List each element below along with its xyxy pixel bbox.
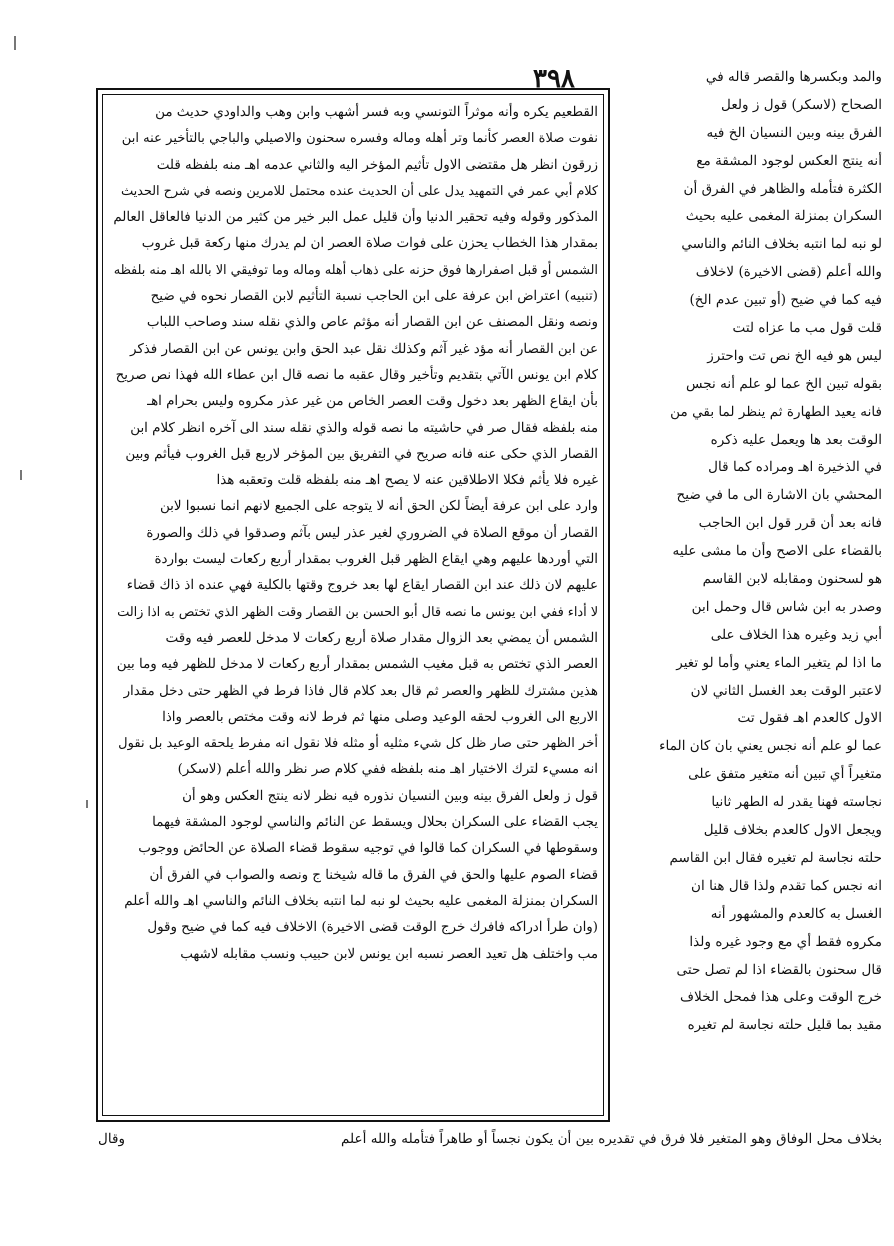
- margin-text-line: أبي زيد وغيره هذا الخلاف على: [710, 626, 882, 643]
- margin-text-line: لاعتبر الوقت بعد الغسل الثاني لان: [690, 682, 882, 699]
- margin-text-line: ليس هو فيه الخ نص تت واحترز: [707, 347, 882, 364]
- main-text-line: لا أداء ففي ابن يونس ما نصه قال أبو الحسن بن القصار وقت الظهر الذي تختص به اذا زالت: [117, 604, 598, 620]
- margin-text-line: السكران بمنزلة المغمى عليه بحيث: [685, 208, 882, 225]
- margin-text-line: وصدر به ابن شاس قال وحمل ابن: [691, 598, 882, 615]
- margin-text-line: الغسل به كالعدم والمشهور أنه: [710, 905, 882, 922]
- main-text-line: انه مسيء لترك الاختيار اهـ منه بلفظه ففي كلام صر نظر والله أعلم (لاسكر): [177, 762, 598, 778]
- margin-text-line: قال سحنون بالقضاء اذا لم تصل حتى: [676, 961, 882, 978]
- main-text-line: بمقدار هذا الخطاب يحزن على فوات صلاة العصر ان لم يدرك منها ركعة قبل غروب: [141, 236, 598, 252]
- main-text-line: (تنبيه) اعتراض ابن عرفة على ابن الحاجب نسبة التأثيم لابن القصار نحوه في ضيح: [150, 289, 598, 305]
- margin-text-line: في الذخيرة اهـ ومراده كما قال: [708, 459, 882, 476]
- margin-text-line: مكروه فقط أي مع وجود غيره ولذا: [689, 933, 882, 950]
- margin-text-line: أنه ينتج العكس لوجود المشقة مع: [696, 152, 882, 169]
- margin-text-line: نجاسته فهنا يقدر له الطهر ثانيا: [711, 794, 882, 811]
- margin-text-line: فيه كما في ضيح (أو تبين عدم الخ): [689, 292, 882, 309]
- main-text-line: نفوت صلاة العصر كأنما وتر أهله وماله وفسره سحنون والاصيلي والباجي بالتأخير عنه ابن: [121, 131, 598, 147]
- main-text-line: القطعيم يكره وأنه موثراً التونسي وبه فسر أشهب وابن وهب والداودي حديث من: [155, 105, 598, 120]
- page-number: ٣٩٨: [533, 64, 575, 94]
- margin-text-line: بالقضاء على الاصح وأن ما مشى عليه: [672, 543, 882, 560]
- main-text-line: أخر الظهر حتى صار ظل كل شيء مثليه أو مثله فلا نقول انه مفرط يلحقه الوعيد بل نقول: [118, 736, 598, 752]
- margin-text-line: والله أعلم (قضى الاخيرة) لاخلاف: [695, 264, 882, 281]
- main-text-line: السكران بمنزلة المغمى عليه بحيث لو نبه لما انتبه بخلاف النائم والناسي اهـ والله أعلم: [124, 893, 598, 909]
- margin-text-line: فانه يعيد الطهارة ثم ينظر لما بقي من: [670, 403, 882, 420]
- main-text-line: بأن ايقاع الظهر بعد دخول وقت العصر الخاص من غير عذر مكروه وليس بحرام اهـ: [147, 394, 598, 410]
- margin-text-line: ما اذا لم يتغير الماء يعني وأما لو تغير: [676, 654, 882, 671]
- main-text-line: زرقون انظر هل مقتضى الاول تأثيم المؤخر اليه والثاني عدمه اهـ منه بلفظه قلت: [156, 157, 598, 173]
- main-text-line: القصار أن موقع الصلاة في الضروري لغير عذر ليس بآثم وصدقوا في ذلك والصورة: [146, 525, 598, 541]
- main-text-line: الشمس أن يمضي بعد الزوال مقدار صلاة أربع ركعات لا مدخل للعصر فيه وقت: [165, 630, 598, 646]
- main-text-line: التي أوردها عليهم وهي ايقاع الظهر قبل الغروب بمقدار أربع ركعات ليست بواردة: [154, 552, 598, 568]
- main-text-line: وارد على ابن عرفة أيضاً لكن الحق أنه لا يتوجه على الجميع لانهم انما نسبوا لابن: [159, 499, 598, 515]
- main-text-line: الاربع الى الغروب لحقه الوعيد وصلى منها ثم فرط لانه وقت مختص بالعصر واذا: [162, 709, 598, 725]
- margin-text-line: لو نبه لما انتبه بخلاف النائم والناسي: [681, 236, 882, 253]
- main-text-line: كلام أبي عمر في التمهيد يدل على أن الحديث عنده محتمل للامرين ونصه في شرح الحديث: [121, 183, 598, 199]
- main-text-line: ونصه ونقل المصنف عن ابن القصار أنه مؤثم عاص والذي نقله سند وصاحب اللباب: [146, 315, 598, 331]
- main-text-line: قول ز ولعل الفرق بينه وبين النسيان نذوره فيه نظر لانه ينتج العكس وهو أن: [182, 788, 598, 804]
- main-text-line: (وان طرأ ادراكه فافرك خرج الوقت قضى الاخيرة) الاخلاف فيه كما في ضيح وقول: [147, 920, 598, 936]
- side-mark: [86, 800, 88, 808]
- margin-commentary: [612, 64, 882, 1124]
- margin-text-line: عما لو علم أنه نجس يعني بان كان الماء: [659, 738, 882, 755]
- main-text-line: عن ابن القصار أنه مؤد غير آثم وكذلك نقل عبد الحق وابن يونس عن ابن القصار فذكر: [130, 341, 598, 357]
- margin-text-line: حلته نجاسة لم تغيره فقال ابن القاسم: [669, 849, 882, 866]
- main-text-line: يجب القضاء على السكران بحلال ويسقط عن النائم والناسي لوجود المشقة فيهما: [152, 815, 598, 831]
- margin-text-line: خرج الوقت وعلى هذا فمحل الخلاف: [680, 989, 882, 1006]
- margin-text-line: ويجعل الاول كالعدم بخلاف قليل: [703, 822, 882, 839]
- main-text-line: قضاء الصوم عليها والحق في الفرق ما قاله شيخنا ج ونصه والصواب في الفرق أن: [149, 867, 598, 883]
- margin-text-line: بقوله تبين الخ عما لو علم أنه نجس: [685, 375, 882, 392]
- main-text-line: هذين مشترك للظهر والعصر ثم قال بعد كلام قال فاذا فرط في الظهر حتى دخل مقدار: [123, 683, 598, 699]
- main-text-line: المذكور وقوله وفيه تحقير الدنيا وأن قليل عمل البر خير من كثير من الدنيا فالعاقل العالم: [113, 210, 598, 226]
- main-text-line: كلام ابن يونس الآتي بتقديم وتأخير وقال عقبه ما نصه قال ابن عطاء الله فهذا نص صريح: [115, 367, 598, 383]
- main-text-line: القصار الذي حكى عنه فانه صريح في التفريق بين المؤخر لاربع قبل الغروب فيأثم وبين: [125, 446, 598, 462]
- margin-text-line: المحشي بان الاشارة الى ما في ضيح: [676, 487, 882, 504]
- margin-text-line: فانه بعد أن قرر قول ابن الحاجب: [698, 515, 882, 532]
- binding-mark-top: [14, 36, 16, 50]
- margin-text-line: الفرق بينه وبين النسيان الخ فيه: [706, 124, 882, 141]
- catchword-bottom: وقال: [98, 1131, 126, 1147]
- main-text-line: الشمس أو قبل اصفرارها فوق حزنه على ذهاب أهله وماله وما توفيقي الا بالله اهـ منه بلفظه: [113, 262, 598, 278]
- margin-text-line: قلت قول مب ما عزاه لتت: [732, 320, 882, 337]
- main-text-block: [112, 100, 598, 1112]
- margin-text-line: متغيراً أي تبين أنه متغير متفق على: [688, 766, 882, 783]
- margin-text-line: انه نجس كما تقدم ولذا قال هنا ان: [691, 877, 882, 894]
- margin-text-line: مقيد بما قليل حلته نجاسة لم تغيره: [687, 1017, 882, 1034]
- margin-text-line: الصحاح (لاسكر) قول ز ولعل: [721, 96, 882, 113]
- main-text-line: العصر الذي تختص به قبل مغيب الشمس بمقدار أربع ركعات لا مدخل للظهر فيه وما بين: [116, 657, 598, 673]
- binding-mark-bottom: [20, 470, 22, 480]
- main-text-line: عليهم لان ذلك عند ابن القصار ايقاع لها بعد خروج وقتها بالكلية فهي عنده اذ ذاك قضاء: [126, 578, 598, 594]
- margin-text-line: الاول كالعدم اهـ فقول تت: [737, 710, 882, 727]
- margin-text-line: هو لسحنون ومقابله لابن القاسم: [702, 571, 882, 588]
- margin-text-line: الكثرة فتأمله والظاهر في الفرق أن: [683, 180, 882, 197]
- main-text-line: وسقوطها في السكران كما قالوا في توجيه سقوط قضاء الصلاة عن الحائض ووجوب: [138, 841, 598, 857]
- main-text-line: مب واختلف هل تعيد العصر نسبه ابن يونس لابن حبيب ونسب مقابله لاشهب: [180, 946, 598, 962]
- footer-line: بخلاف محل الوفاق وهو المتغير فلا فرق في تقديره بين أن يكون نجساً أو طاهراً فتأمله والله أعلم: [340, 1131, 882, 1147]
- main-text-line: غيره فلا يأثم فكلا الاطلاقين عنه لا يصح اهـ منه بلفظه قلت وتعقبه هذا: [216, 473, 598, 489]
- margin-text-line: الوقت بعد ها ويعمل عليه ذكره: [710, 431, 882, 448]
- main-text-line: منه بلفظه فقال صر في حاشيته ما نصه قوله والذي نقله سند الى آخره انظر كلام ابن: [130, 420, 598, 436]
- margin-text-line: والمد وبكسرها والقصر قاله في: [705, 69, 882, 85]
